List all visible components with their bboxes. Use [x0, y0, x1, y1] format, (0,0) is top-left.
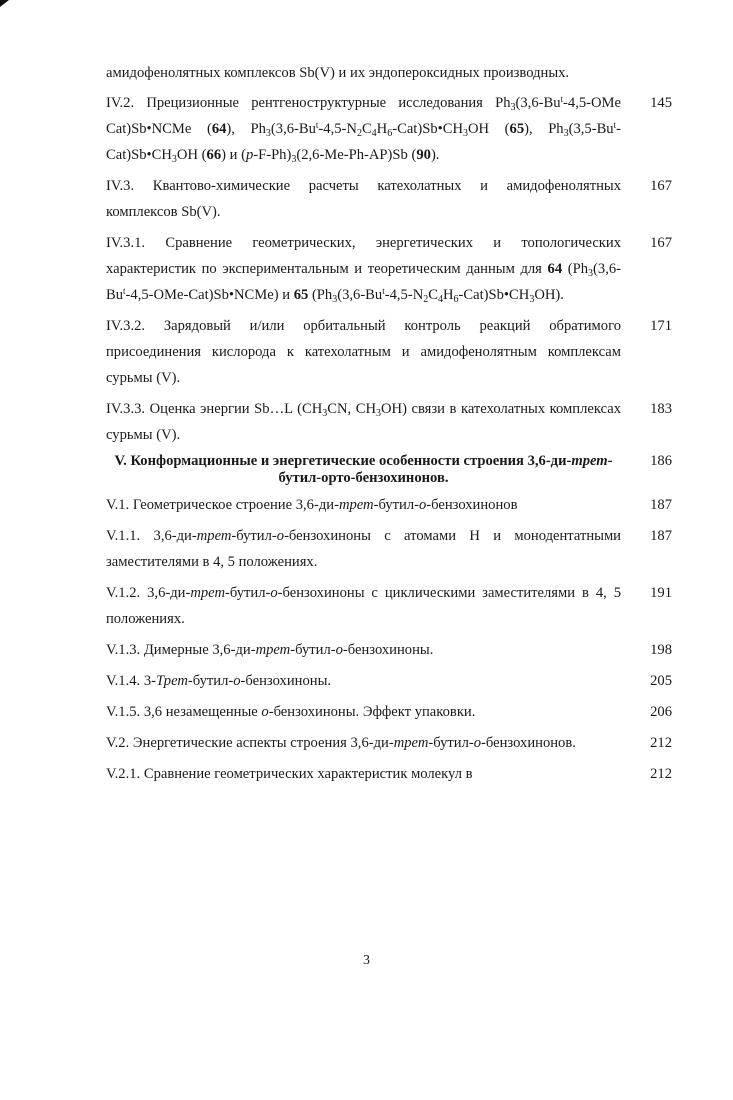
toc-entry-title: амидофенолятных комплексов Sb(V) и их эндопероксидных производных.	[106, 65, 570, 81]
toc-entry-title: V.1.5. 3,6 незамещенные о-бензохиноны. Эффект упаковки.	[106, 704, 476, 720]
toc-entry-title: V.2.1. Сравнение геометрических характеристик молекул в	[106, 766, 473, 782]
page-number: 3	[363, 953, 370, 968]
toc-entry	[106, 230, 672, 308]
toc-entry-page: 212	[650, 735, 672, 751]
toc-entry	[106, 173, 672, 225]
toc-entry-page: 198	[650, 642, 672, 658]
toc-entry	[106, 699, 672, 725]
toc-entry-page: 191	[650, 585, 672, 601]
toc-entry	[106, 761, 672, 787]
table-of-contents	[106, 60, 672, 792]
toc-entry	[106, 668, 672, 694]
toc-entry	[106, 60, 672, 86]
toc-entry-title: IV.3. Квантово-химические расчеты катехолатных и амидофенолятных комплексов Sb(V).	[106, 178, 621, 220]
toc-entry-title: IV.3.2. Зарядовый и/или орбитальный контроль реакций обратимого присоединения кислорода к катехолатным и амидофенолятным комплексам сурьмы (V).	[106, 318, 621, 386]
toc-entry-title: V.1.4. 3-Трет-бутил-о-бензохиноны.	[106, 673, 332, 689]
toc-entry-page: 183	[650, 401, 672, 417]
toc-entry-title: V.1.3. Димерные 3,6-ди-трет-бутил-о-бензохиноны.	[106, 642, 434, 658]
toc-chapter-heading	[106, 453, 672, 487]
toc-entry	[106, 492, 672, 518]
toc-entry-page: 187	[650, 497, 672, 513]
toc-entry-page: 167	[650, 235, 672, 251]
toc-entry	[106, 90, 672, 168]
toc-entry	[106, 396, 672, 448]
toc-entry-title: IV.3.1. Сравнение геометрических, энергетических и топологических характеристик по экспериментальным и теоретическим данным для 64 $(Ph_3(3,6-Bu^t-4,5-OMe-Cat)Sb•NCMe)$ и 65 $(Ph_3(3,6-Bu^t-4,5-N_2C_4H_6-Cat)Sb•CH_3OH)$.	[106, 235, 621, 305]
toc-entry	[106, 523, 672, 575]
toc-entry-page: 167	[650, 178, 672, 194]
toc-entry-page: 145	[650, 95, 672, 111]
toc-entry-page: 186	[650, 453, 672, 469]
toc-entry-title: V.1. Геометрическое строение 3,6-ди-трет-бутил-о-бензохинонов	[106, 497, 518, 513]
toc-entry	[106, 730, 672, 756]
toc-entry-page: 205	[650, 673, 672, 689]
toc-entry	[106, 580, 672, 632]
toc-entry	[106, 313, 672, 391]
toc-entry-title: V.2. Энергетические аспекты строения 3,6-ди-трет-бутил-о-бензохинонов.	[106, 735, 576, 751]
toc-entry-title: IV.2. Прецизионные рентгеноструктурные исследования $Ph_3(3,6-Bu^t-4,5$-OMe Cat)Sb•NCMe (64), $Ph_3(3,6-Bu^t-4,5-N_2C_4H_6-Cat)Sb•CH_3OH$ (65), $Ph_3(3,5-Bu^t-Cat)Sb•CH_3OH$ (66) и $(p-F-Ph)_3(2,6-Me-Ph-AP)Sb$ (90).	[106, 94, 621, 165]
toc-entry-title: IV.3.3. Оценка энергии Sb…L ($CH_3CN$, $CH_3OH$) связи в катехолатных комплексах сурьмы (V).	[106, 401, 621, 443]
toc-entry-page: 171	[650, 318, 672, 334]
toc-entry-page: 187	[650, 528, 672, 544]
scan-corner-mark	[0, 0, 9, 7]
toc-entry-page: 212	[650, 766, 672, 782]
toc-entry-title: V.1.2. 3,6-ди-трет-бутил-о-бензохиноны с циклическими заместителями в 4, 5 положениях.	[106, 585, 622, 627]
toc-entry-title: V. Конформационные и энергетические особенности строения 3,6-ди-трет-бутил-орто-бензохинонов.	[114, 453, 613, 486]
toc-entry-page: 206	[650, 704, 672, 720]
toc-entry-title: V.1.1. 3,6-ди-трет-бутил-о-бензохиноны с атомами H и монодентатными заместителями в 4, 5 положениях.	[106, 528, 621, 570]
toc-entry	[106, 637, 672, 663]
